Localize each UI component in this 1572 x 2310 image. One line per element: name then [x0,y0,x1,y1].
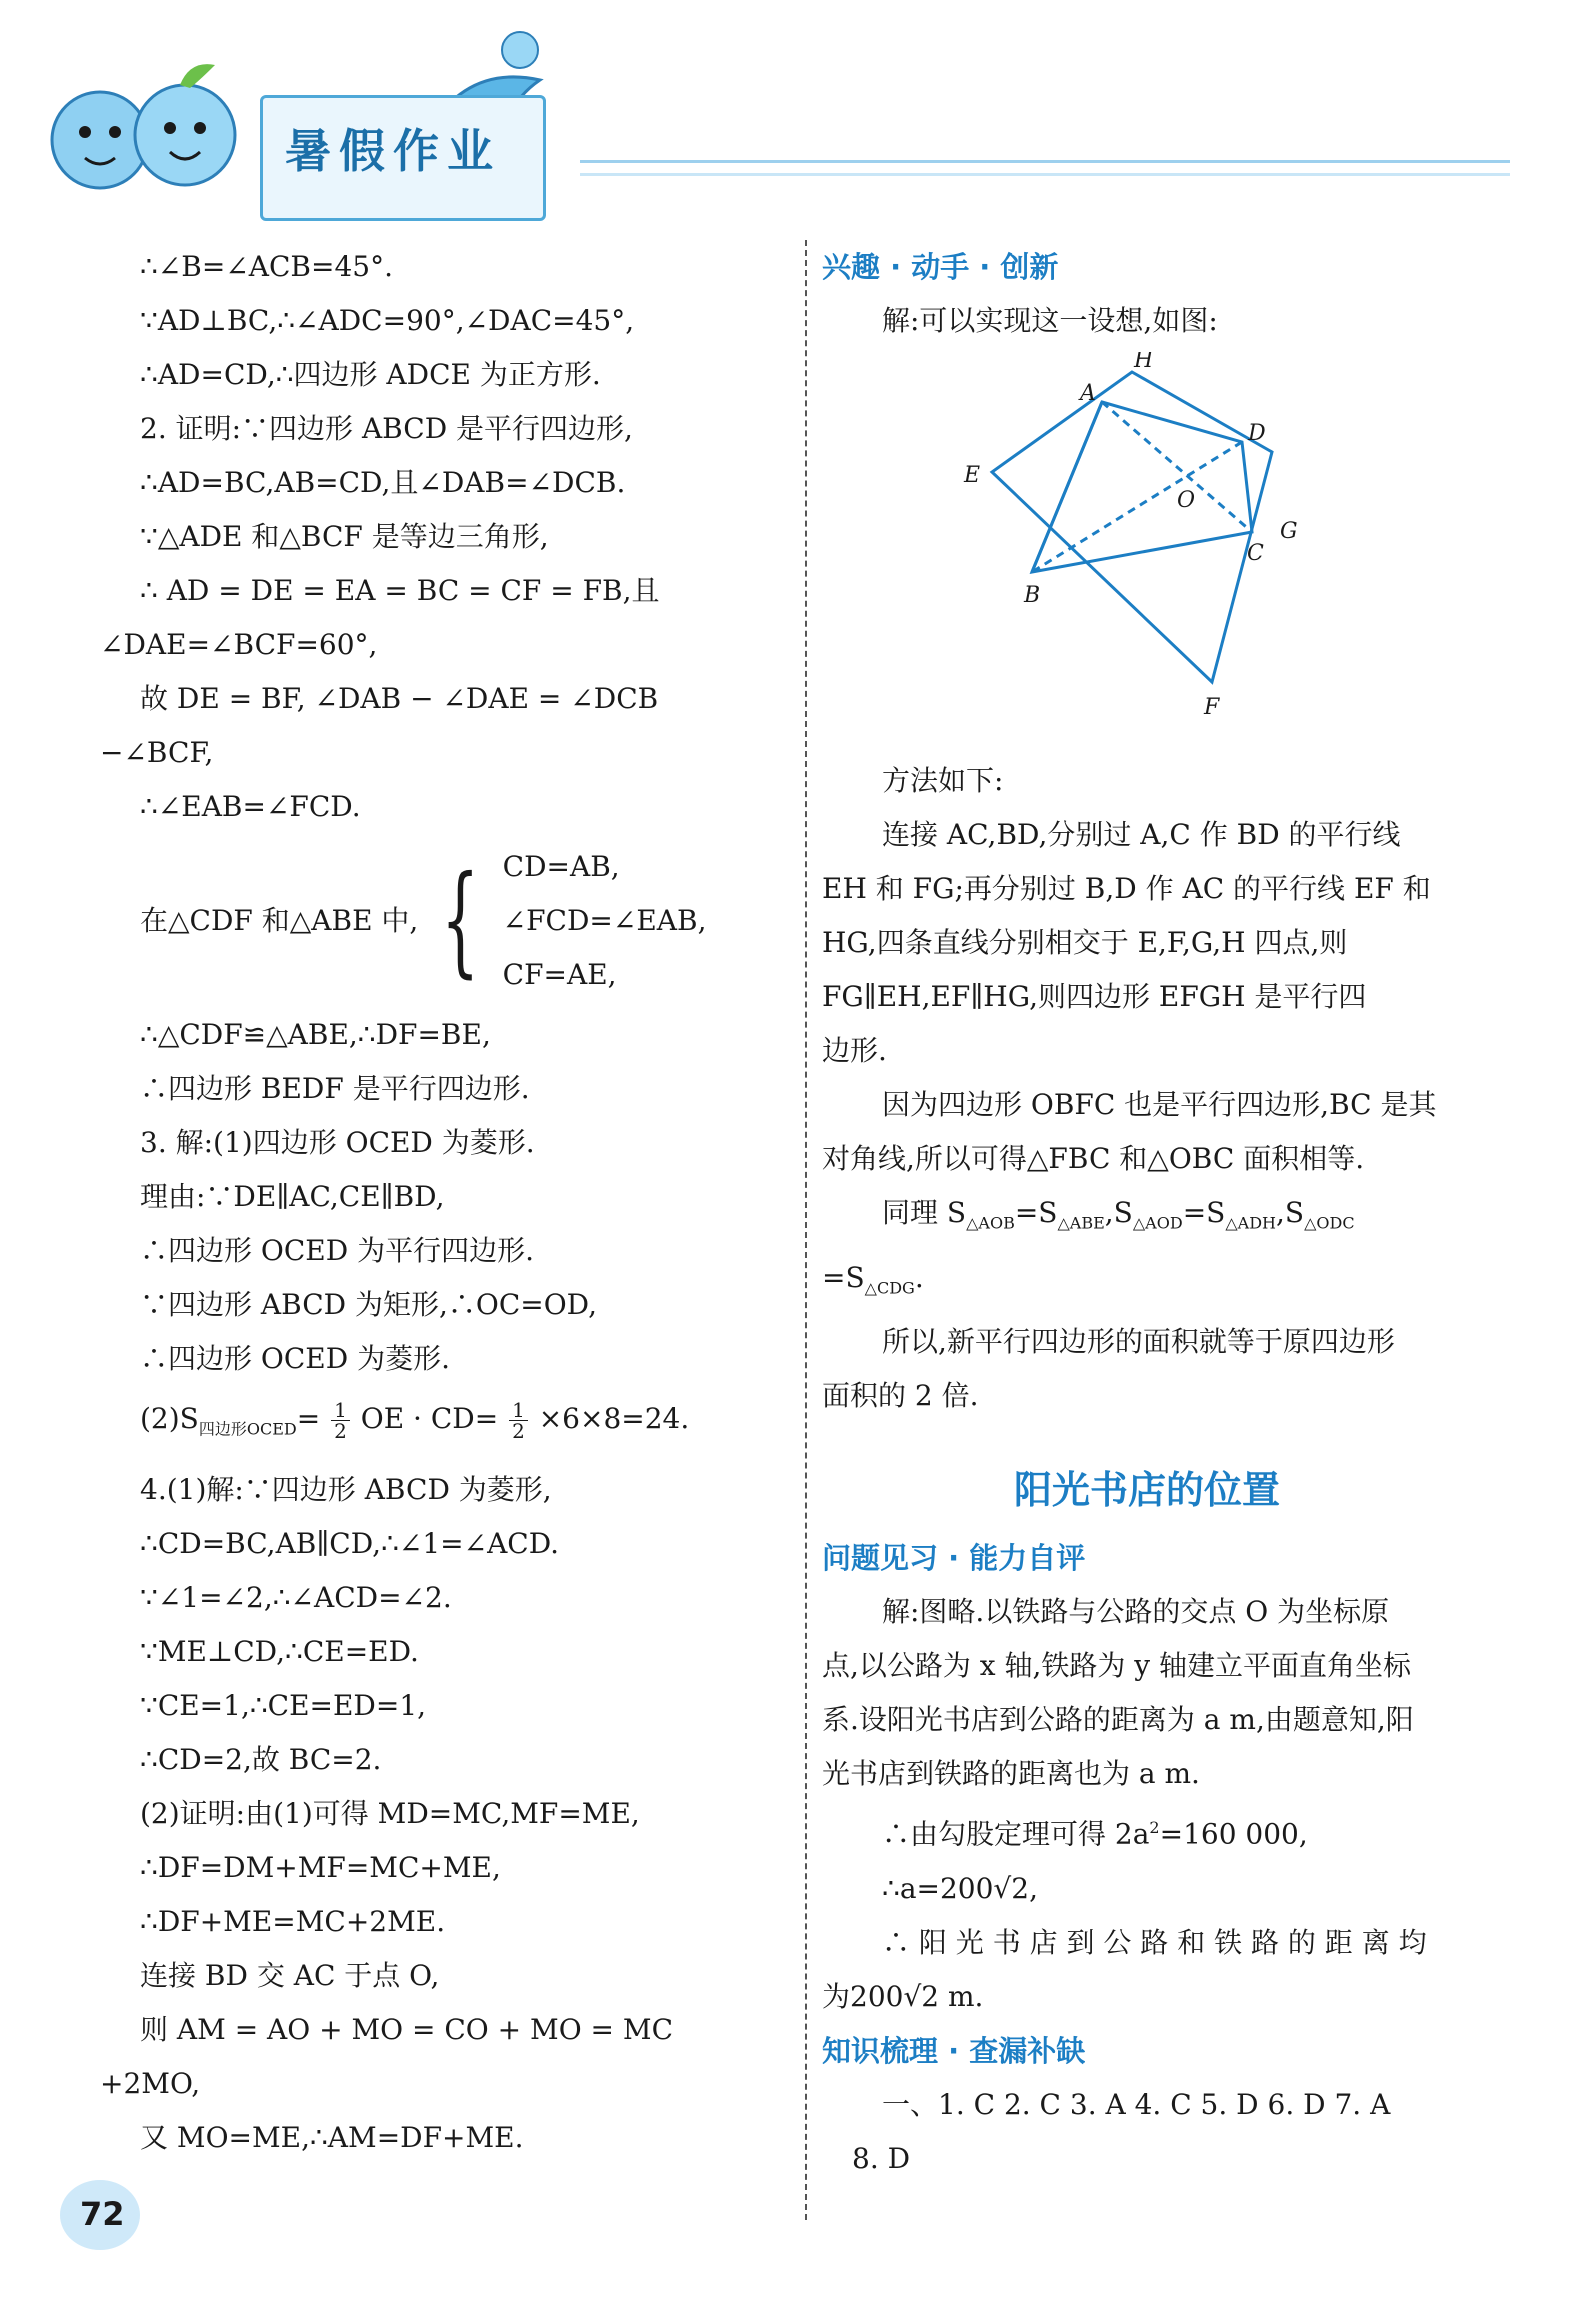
text-line: ∴四边形 OCED 为菱形. [140,1342,450,1375]
formula-part: =S [1182,1196,1226,1229]
formula-part: . [914,1260,924,1294]
text-line: ∴AD=CD,∴四边形 ADCE 为正方形. [140,358,601,391]
fraction-numerator: 1 [331,1400,350,1421]
text-line: 又 MO=ME,∴AM=DF+ME. [140,2120,524,2154]
section-title: 阳光书店的位置 [1013,1468,1280,1513]
formula-superscript: 2 [1149,1818,1160,1838]
text-line: 则 AM = AO + MO = CO + MO = MC [140,2012,673,2046]
text-line: 连接 BD 交 AC 于点 O, [140,1958,440,1992]
text-line: 3. 解:(1)四边形 OCED 为菱形. [140,1126,535,1159]
text-line: −∠BCF, [100,736,214,769]
fraction [331,1400,350,1441]
header-rule [580,160,1510,176]
quadrilateral-abcd [1032,402,1252,572]
system-line: ∠FCD=∠EAB, [502,904,707,937]
label-e: E [964,463,981,488]
text-line: 2. 证明:∵四边形 ABCD 是平行四边形, [140,412,633,445]
text-line: ∴△CDF≌△ABE,∴DF=BE, [140,1018,491,1051]
formula-part: ∴由勾股定理可得 2a [882,1817,1150,1851]
section-heading: 知识梳理 · 查漏补缺 [822,2033,1086,2068]
text-line: 面积的 2 倍. [822,1379,979,1413]
area-equalities [822,1186,1472,1251]
column-divider [805,240,807,2220]
text-line: ∠DAE=∠BCF=60°, [100,628,378,661]
left-column [100,240,790,2165]
text-line: ∴DF+ME=MC+2ME. [140,1904,446,1938]
text-line: ∵∠1=∠2,∴∠ACD=∠2. [140,1580,452,1614]
fraction-denominator: 2 [512,1419,525,1443]
fraction-denominator: 2 [334,1419,347,1443]
label-d: D [1248,421,1266,446]
fraction-numerator: 1 [509,1400,528,1421]
geometry-figure [942,352,1342,732]
text-line: ∵ME⊥CD,∴CE=ED. [140,1634,419,1668]
text-line: 理由:∵DE∥AC,CE∥BD, [140,1180,445,1213]
answers-line: 一、1. C 2. C 3. A 4. C 5. D 6. D 7. A [882,2087,1391,2121]
formula-subscript: △AOB [966,1213,1015,1233]
formula-subscript: △ADH [1225,1213,1276,1233]
text-line: ∴DF=DM+MF=MC+ME, [140,1850,501,1884]
formula-part: 同理 S [882,1196,967,1229]
fraction [509,1400,528,1441]
text-line: 因为四边形 OBFC 也是平行四边形,BC 是其 [882,1088,1437,1121]
text-line: 连接 AC,BD,分别过 A,C 作 BD 的平行线 [882,818,1401,851]
system-line: CF=AE, [502,958,617,991]
segment-ab [1032,402,1102,572]
text-line: ∴ AD = DE = EA = BC = CF = FB,且 [140,574,660,607]
formula-subscript: △ODC [1304,1213,1355,1233]
area-equalities-cont [822,1251,1472,1316]
formula-subscript: △AOD [1132,1213,1183,1233]
text-line: 光书店到铁路的距离也为 a m. [822,1757,1200,1791]
formula-part: = [296,1402,321,1435]
system-prefix: 在△CDF 和△ABE 中, [140,904,419,937]
formula-part: =S [822,1260,865,1294]
section-heading: 兴趣 · 动手 · 创新 [822,250,1059,284]
formula-part: OE · CD= [360,1402,499,1435]
text-line: ∴a=200√2, [882,1871,1038,1905]
answers-line: 8. D [852,2141,911,2175]
text-line: ∴∠B=∠ACB=45°. [140,250,393,283]
text-line: ∴∠EAB=∠FCD. [140,790,361,823]
label-a: A [1080,381,1096,406]
label-b: B [1024,583,1041,608]
right-column [822,240,1472,2186]
text-line: 点,以公路为 x 轴,铁路为 y 轴建立平面直角坐标 [822,1649,1412,1683]
text-line: 为200√2 m. [822,1979,984,2013]
header-title: 暑假作业 [285,124,501,178]
text-line: ∴AD=BC,AB=CD,且∠DAB=∠DCB. [140,466,626,499]
text-line: 方法如下: [882,764,1004,797]
formula-part: ×6×8=24. [538,1402,690,1435]
text-line: (2)证明:由(1)可得 MD=MC,MF=ME, [140,1796,640,1830]
text-line: 解:可以实现这一设想,如图: [882,304,1218,337]
formula-subscript: 四边形OCED [198,1419,297,1439]
text-line: ∴CD=2,故 BC=2. [140,1742,382,1776]
formula-subscript: △CDG [864,1278,915,1298]
text-line: 边形. [822,1034,887,1067]
label-f: F [1204,695,1220,720]
area-formula [140,1392,790,1457]
text-line: 系.设阳光书店到公路的距离为 a m,由题意知,阳 [822,1703,1414,1737]
text-line: 故 DE = BF, ∠DAB − ∠DAE = ∠DCB [140,682,659,715]
text-line: HG,四条直线分别相交于 E,F,G,H 四点,则 [822,926,1348,959]
congruence-system [140,840,790,1002]
parallelogram-efgh [992,372,1272,682]
text-line: EH 和 FG;再分别过 B,D 作 AC 的平行线 EF 和 [822,872,1431,905]
text-line: ∴CD=BC,AB∥CD,∴∠1=∠ACD. [140,1526,560,1560]
formula-part: (2)S [140,1402,199,1435]
text-line: FG∥EH,EF∥HG,则四边形 EFGH 是平行四 [822,980,1367,1013]
text-line: ∴四边形 BEDF 是平行四边形. [140,1072,530,1105]
formula-subscript: △ABE [1057,1213,1105,1233]
page-number: 72 [80,2195,125,2233]
page-header [40,20,1480,230]
text-line: 对角线,所以可得△FBC 和△OBC 面积相等. [822,1142,1365,1175]
text-line: 4.(1)解:∵四边形 ABCD 为菱形, [140,1472,552,1506]
text-line: +2MO, [100,2066,201,2100]
text-line: ∴ 阳 光 书 店 到 公 路 和 铁 路 的 距 离 均 [882,1925,1427,1959]
text-line: ∵四边形 ABCD 为矩形,∴OC=OD, [140,1288,598,1321]
text-line: 解:图略.以铁路与公路的交点 O 为坐标原 [882,1595,1390,1629]
formula-part: ,S [1104,1196,1133,1229]
text-line: ∵△ADE 和△BCF 是等边三角形, [140,520,549,553]
formula-part: =S [1014,1196,1058,1229]
label-o: O [1177,488,1196,513]
label-c: C [1247,541,1264,566]
formula-part: ,S [1275,1196,1305,1229]
text-line: ∴四边形 OCED 为平行四边形. [140,1234,534,1267]
system-line: CD=AB, [502,850,620,883]
label-h: H [1134,352,1154,373]
pythagoras-line [822,1801,1472,1861]
text-line: ∵CE=1,∴CE=ED=1, [140,1688,427,1722]
text-line: ∵AD⊥BC,∴∠ADC=90°,∠DAC=45°, [140,304,635,337]
brace-icon: { [441,851,480,990]
mascot-illustration [40,20,260,220]
section-heading: 问题见习 · 能力自评 [822,1541,1086,1576]
formula-part: =160 000, [1159,1817,1308,1851]
label-g: G [1280,519,1298,544]
text-line: 所以,新平行四边形的面积就等于原四边形 [882,1325,1395,1359]
